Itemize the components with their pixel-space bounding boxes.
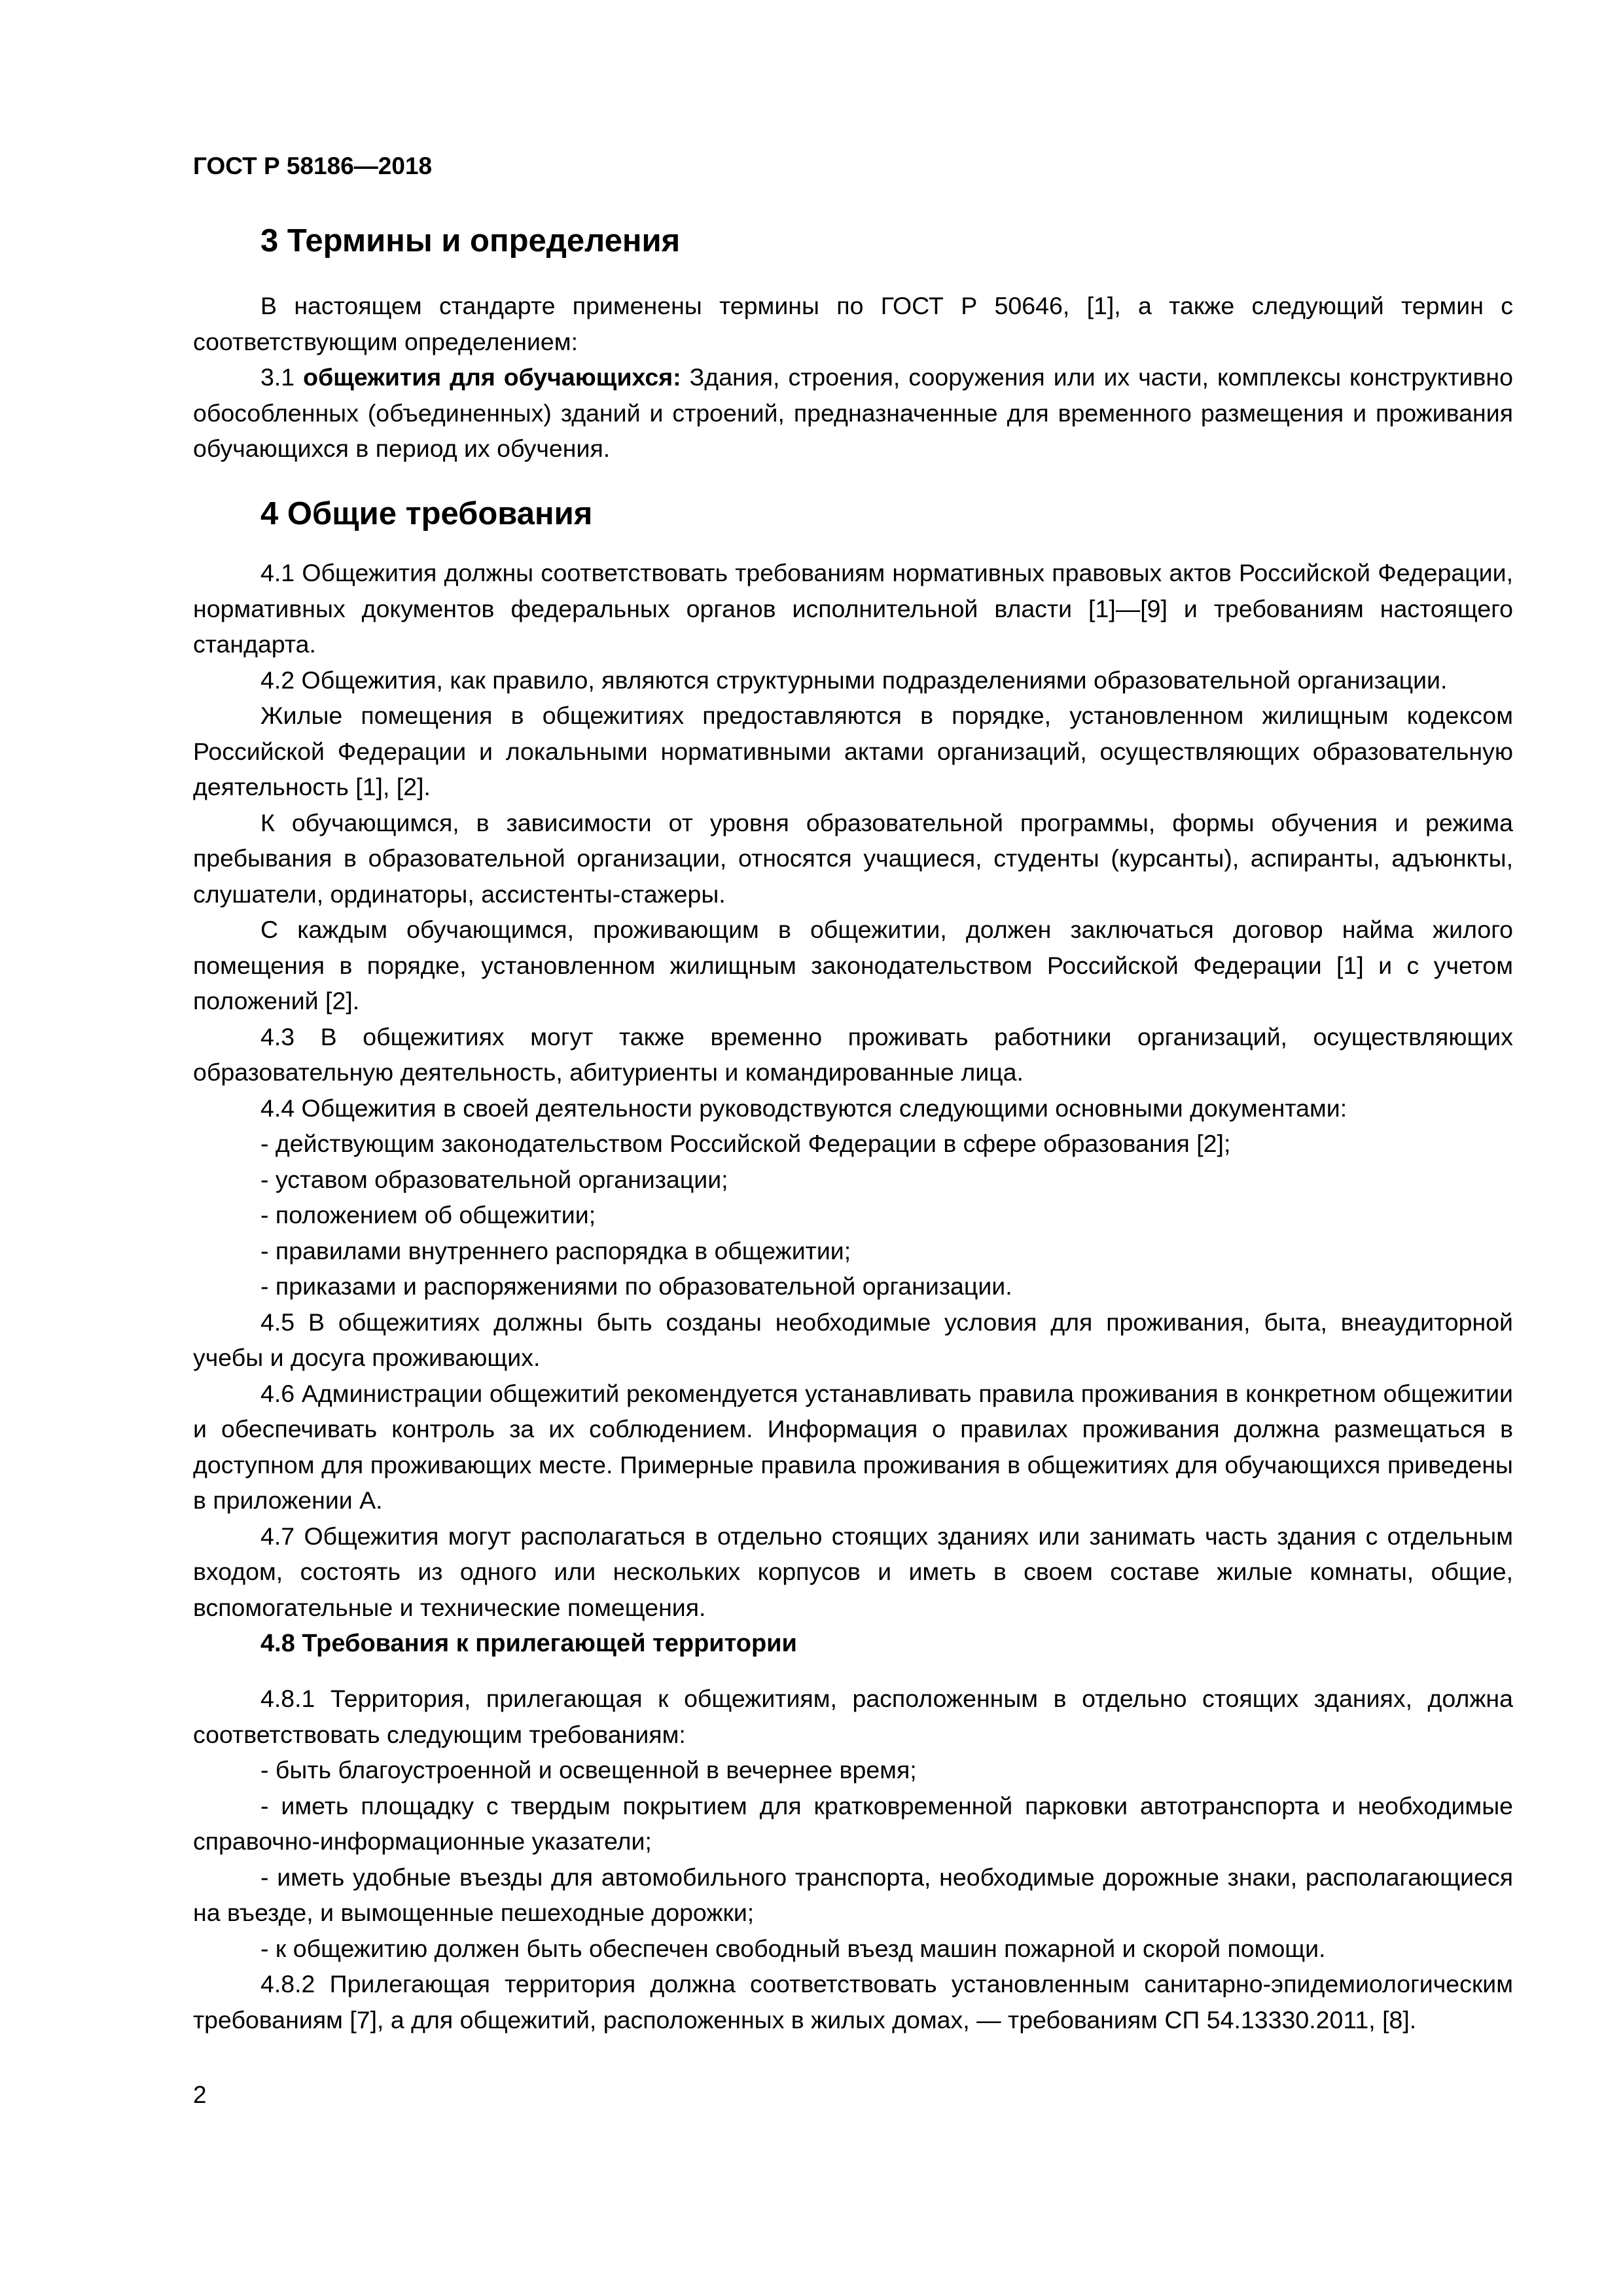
paragraph: 4.5 В общежитиях должны быть созданы необходимые условия для проживания, быта, внеаудиторной учебы и досуга проживающих. [193, 1308, 1513, 1371]
paragraph: 4.8.1 Территория, прилегающая к общежитиям, расположенным в отдельно стоящих зданиях, должна соответствовать следующим требованиям: [193, 1685, 1513, 1748]
section-4-body [193, 555, 1513, 1625]
subsection-4-8-title: 4.8 Требования к прилегающей территории [260, 1630, 797, 1657]
subsection-4-8-body [193, 1681, 1513, 2037]
paragraph: 4.1 Общежития должны соответствовать требованиям нормативных правовых актов Российской Федерации, нормативных документов федеральных органов исполнительной власти [1]—[9] и требованиям настоящего стандарта. [193, 559, 1513, 658]
paragraph: С каждым обучающимся, проживающим в общежитии, должен заключаться договор найма жилого помещения в порядке, установленном жилищным законодательством Российской Федерации [1] и с учетом положений [2]. [193, 916, 1513, 1014]
section-3-title: 3 Термины и определения [260, 223, 681, 259]
paragraph: 4.4 Общежития в своей деятельности руководствуются следующими основными документами: [260, 1094, 1347, 1122]
paragraph: 4.7 Общежития могут располагаться в отдельно стоящих зданиях или занимать часть здания с отдельным входом, состоять из одного или нескольких корпусов и иметь в своем составе жилые комнаты, общие, вспомогательные и технические помещения. [193, 1522, 1513, 1621]
list-item: - уставом образовательной организации; [260, 1165, 728, 1193]
list-item: - к общежитию должен быть обеспечен свободный въезд машин пожарной и скорой помощи. [260, 1934, 1326, 1962]
list-item: - иметь площадку с твердым покрытием для кратковременной парковки автотранспорта и необходимые справочно-информационные указатели; [193, 1791, 1513, 1855]
page-number: 2 [193, 2081, 207, 2108]
section-3-body [193, 288, 1513, 467]
paragraph: 4.2 Общежития, как правило, являются структурными подразделениями образовательной организации. [260, 666, 1448, 694]
paragraph: 4.6 Администрации общежитий рекомендуется устанавливать правила проживания в конкретном общежитии и обеспечивать контроль за их соблюдением. Информация о правилах проживания должна размещаться в доступном для проживающих месте. Примерные правила проживания в общежитиях для обучающихся приведены в приложении А. [193, 1379, 1513, 1514]
section-3-intro: В настоящем стандарте применены термины по ГОСТ Р 50646, [1], а также следующий термин с соответствующим определением: [193, 292, 1513, 355]
list-item: - положением об общежитии; [260, 1201, 596, 1229]
section-4-title: 4 Общие требования [260, 496, 593, 531]
term-name: общежития для обучающихся: [303, 363, 681, 391]
paragraph: Жилые помещения в общежитиях предоставляются в порядке, установленном жилищным кодексом Российской Федерации и локальными нормативными актами организаций, осуществляющих образовательную деятельность [1], [2]. [193, 702, 1513, 800]
list-item: - действующим законодательством Российской Федерации в сфере образования [2]; [260, 1130, 1231, 1157]
term-definition-3-1 [193, 359, 1513, 467]
paragraph: 4.3 В общежитиях могут также временно проживать работники организаций, осуществляющих образовательную деятельность, абитуриенты и командированные лица. [193, 1022, 1513, 1086]
list-item: - быть благоустроенной и освещенной в вечернее время; [260, 1756, 917, 1784]
term-number: 3.1 [260, 363, 304, 391]
term-text: Здания, строения, сооружения или их части, комплексы конструктивно обособленных (объединенных) зданий и строений, предназначенные для временного размещения и проживания обучающихся в период их обучения. [193, 363, 1513, 462]
list-item: - приказами и распоряжениями по образовательной организации. [260, 1272, 1012, 1300]
list-item: - иметь удобные въезды для автомобильного транспорта, необходимые дорожные знаки, располагающиеся на въезде, и вымощенные пешеходные дорожки; [193, 1863, 1513, 1926]
paragraph: 4.8.2 Прилегающая территория должна соответствовать установленным санитарно-эпидемиологическим требованиям [7], а для общежитий, расположенных в жилых домах, — требованиям СП 54.13330.2011, [8]. [193, 1970, 1513, 2034]
document-header: ГОСТ Р 58186—2018 [193, 152, 433, 179]
list-item: - правилами внутреннего распорядка в общежитии; [260, 1236, 851, 1265]
paragraph: К обучающимся, в зависимости от уровня образовательной программы, формы обучения и режима пребывания в образовательной организации, относятся учащиеся, студенты (курсанты), аспиранты, адъюнкты, слушатели, ординаторы, ассистенты-стажеры. [193, 808, 1513, 908]
